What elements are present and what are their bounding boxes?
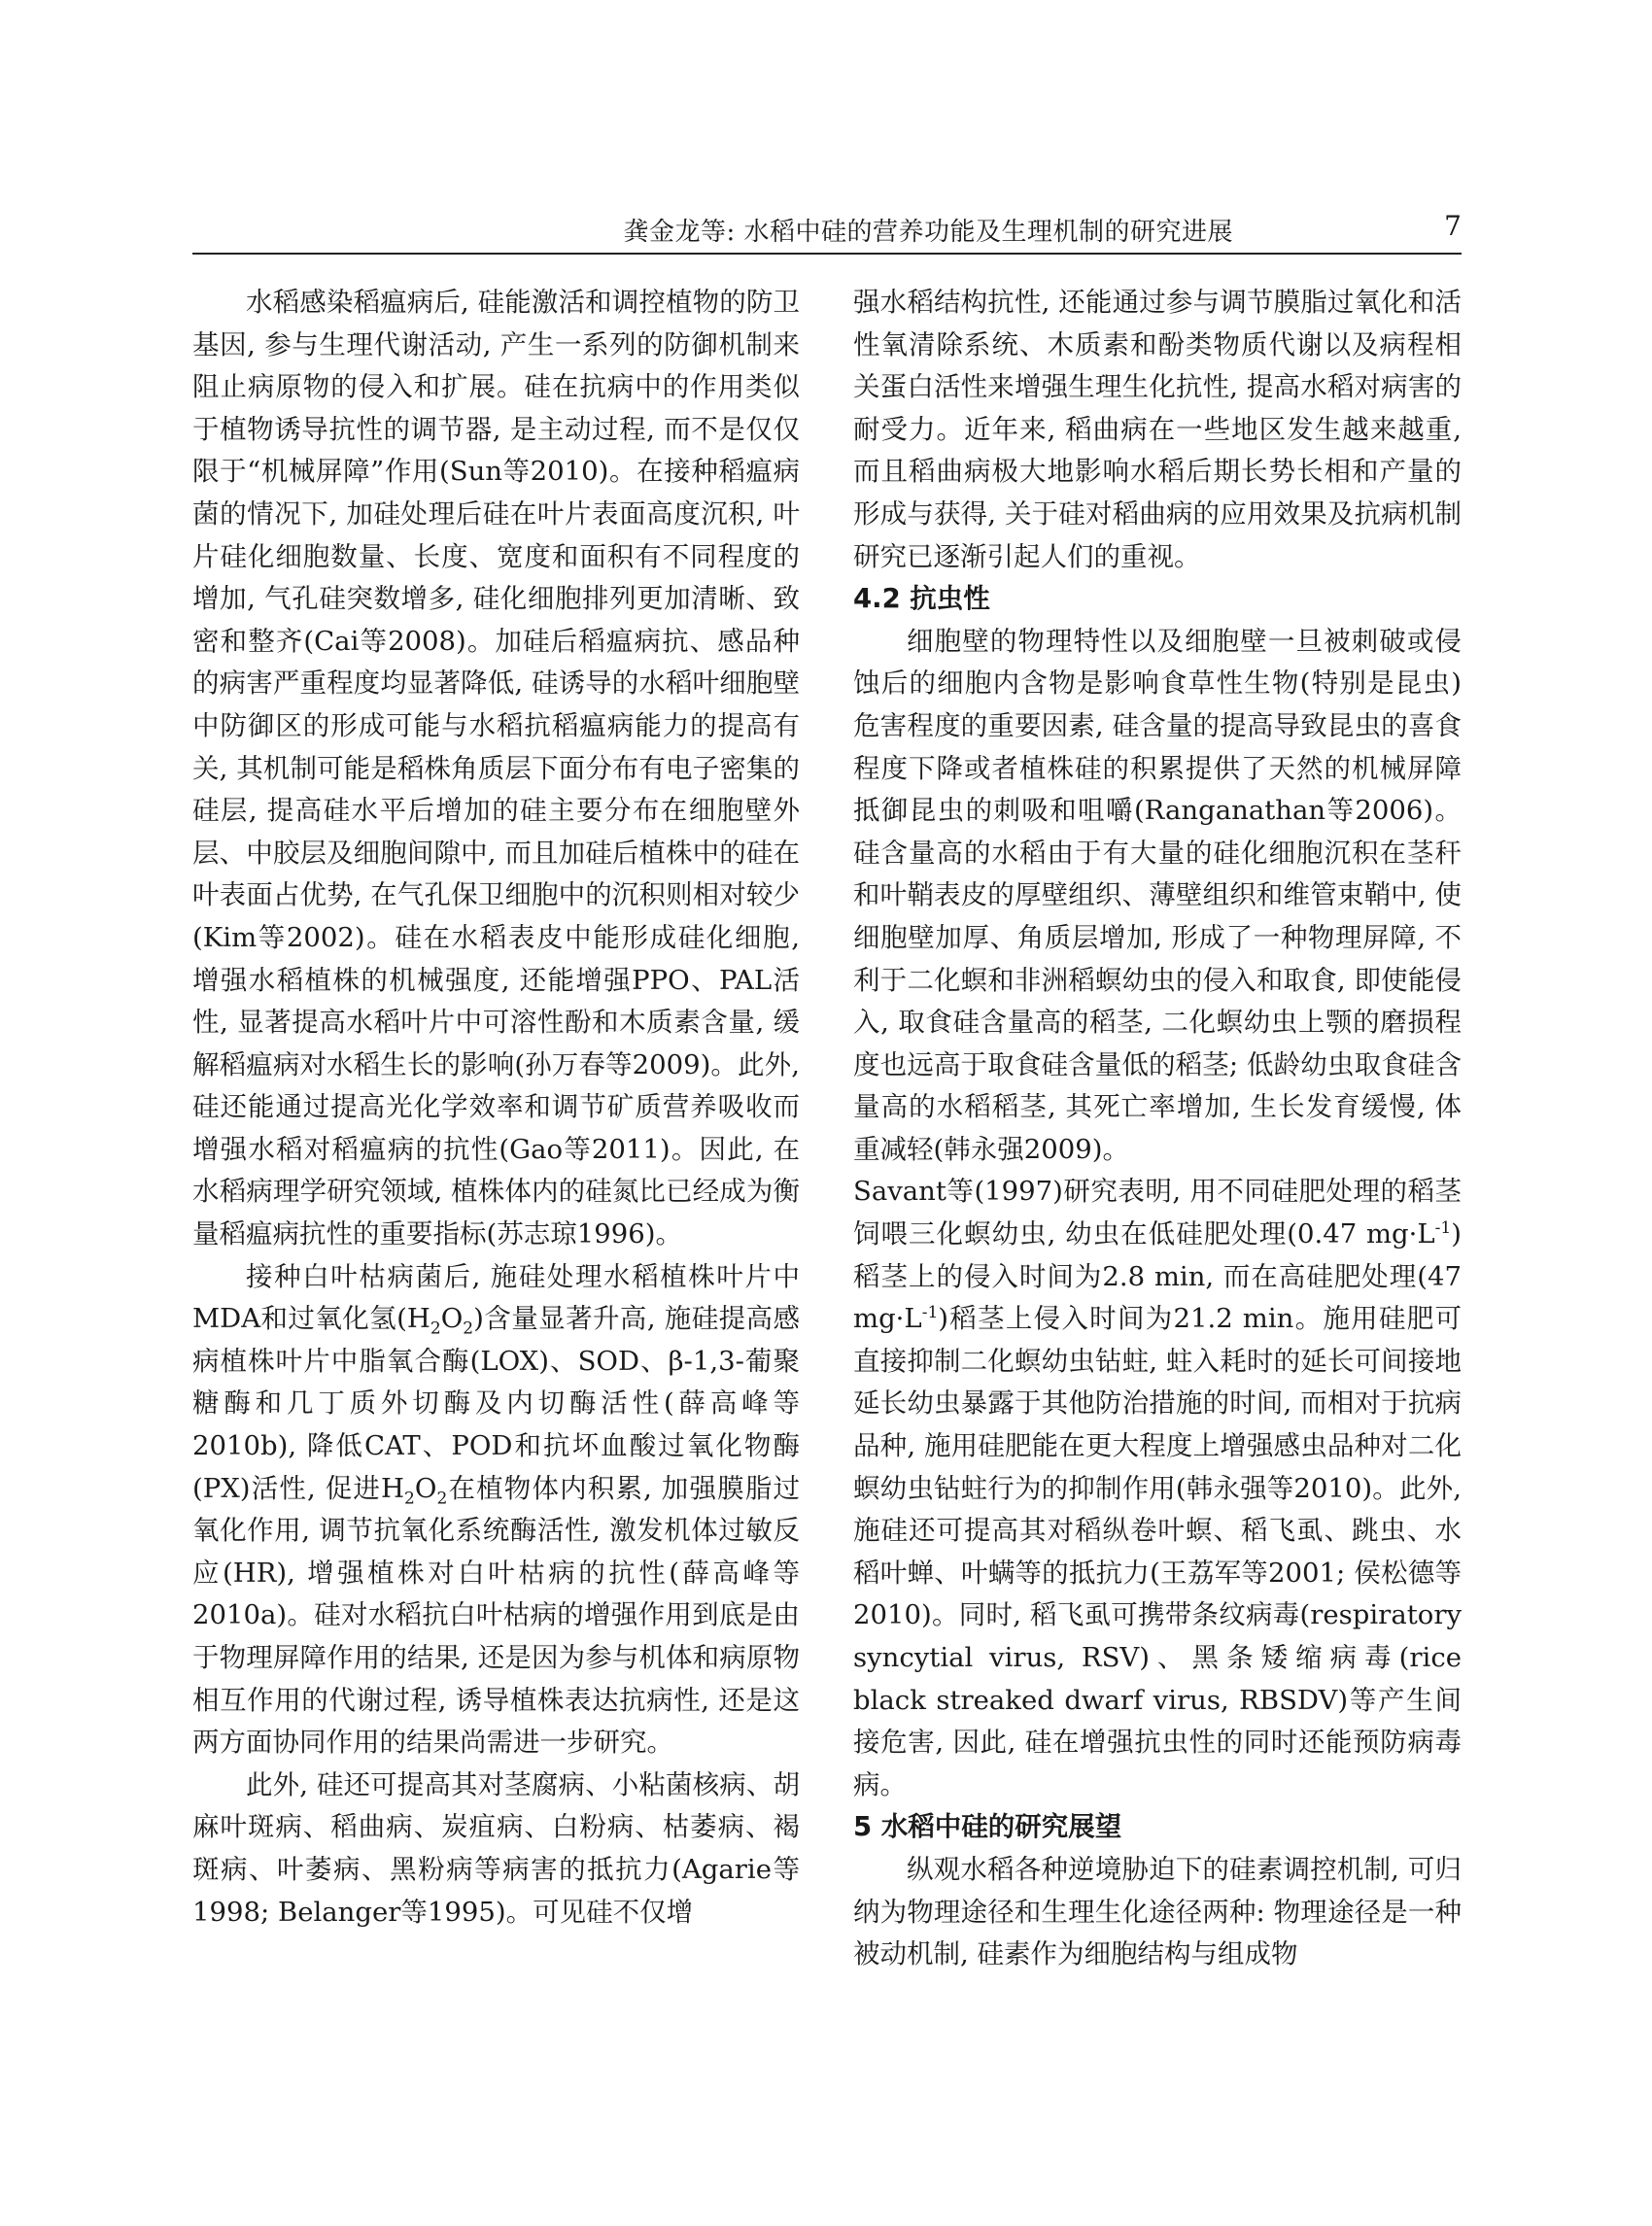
right-column xyxy=(853,282,1462,1976)
paragraph-rice-blast: 水稻感染稻瘟病后, 硅能激活和调控植物的防卫基因, 参与生理代谢活动, 产生一系列的防御机制来阻止病原物的侵入和扩展。硅在抗病中的作用类似于植物诱导抗性的调节器, 是主动过程, 而不是仅仅限于“机械屏障”作用(Sun等2010)。在接种稻瘟病菌的情况下, 加硅处理后硅在叶片表面高度沉积, 叶片硅化细胞数量、长度、宽度和面积有不同程度的增加, 气孔硅突数增多, 硅化细胞排列更加清晰、致密和整齐(Cai等2008)。加硅后稻瘟病抗、感品种的病害严重程度均显著降低, 硅诱导的水稻叶细胞壁中防御区的形成可能与水稻抗稻瘟病能力的提高有关, 其机制可能是稻株角质层下面分布有电子密集的硅层, 提高硅水平后增加的硅主要分布在细胞壁外层、中胶层及细胞间隙中, 而且加硅后植株中的硅在叶表面占优势, 在气孔保卫细胞中的沉积则相对较少(Kim等2002)。硅在水稻表皮中能形成硅化细胞, 增强水稻植株的机械强度, 还能增强PPO、PAL活性, 显著提高水稻叶片中可溶性酚和木质素含量, 缓解稻瘟病对水稻生长的影响(孙万春等2009)。此外, 硅还能通过提高光化学效率和调节矿质营养吸收而增强水稻对稻瘟病的抗性(Gao等2011)。因此, 在水稻病理学研究领域, 植株体内的硅氮比已经成为衡量稻瘟病抗性的重要指标(苏志琼1996)。 xyxy=(192,287,800,1250)
paragraph-outlook: 纵观水稻各种逆境胁迫下的硅素调控机制, 可归纳为物理途径和生理生化途径两种: 物理途径是一种被动机制, 硅素作为细胞结构与组成物 xyxy=(853,1853,1462,1970)
section-heading-5: 5 水稻中硅的研究展望 xyxy=(853,1811,1122,1843)
left-column xyxy=(192,282,800,1934)
paragraph-insect-resistance: 细胞壁的物理特性以及细胞壁一旦被刺破或侵蚀后的细胞内含物是影响食草性生物(特别是昆虫)危害程度的重要因素, 硅含量的提高导致昆虫的喜食程度下降或者植株硅的积累提供了天然的机械屏障抵御昆虫的刺吸和咀嚼(Ranganathan等2006)。硅含量高的水稻由于有大量的硅化细胞沉积在茎秆和叶鞘表皮的厚壁组织、薄壁组织和维管束鞘中, 使细胞壁加厚、角质层增加, 形成了一种物理屏障, 不利于二化螟和非洲稻螟幼虫的侵入和取食, 即使能侵入, 取食硅含量高的稻茎, 二化螟幼虫上颚的磨损程度也远高于取食硅含量低的稻茎; 低龄幼虫取食硅含量高的水稻稻茎, 其死亡率增加, 生长发育缓慢, 体重减轻(韩永强2009)。 xyxy=(853,625,1462,1165)
running-title: 龚金龙等: 水稻中硅的营养功能及生理机制的研究进展 xyxy=(623,218,1233,247)
section-heading-4-2: 4.2 抗虫性 xyxy=(853,583,990,615)
page-header xyxy=(192,202,1462,255)
paragraph-continuation: 强水稻结构抗性, 还能通过参与调节膜脂过氧化和活性氧清除系统、木质素和酚类物质代谢以及病程相关蛋白活性来增强生理生化抗性, 提高水稻对病害的耐受力。近年来, 稻曲病在一些地区发生越来越重, 而且稻曲病极大地影响水稻后期长势长相和产量的形成与获得, 关于硅对稻曲病的应用效果及抗病机制研究已逐渐引起人们的重视。 xyxy=(853,287,1462,572)
paragraph-savant: Savant等(1997)研究表明, 用不同硅肥处理的稻茎饲喂三化螟幼虫, 幼虫在低硅肥处理(0.47 $mg\cdot L^{-1}$)稻茎上的侵入时间为2.8 min, 而在高硅肥处理(47 $mg\cdot L^{-1}$)稻茎上侵入时间为21.2 min。施用硅肥可直接抑制二化螟幼虫钻蛀, 蛀入耗时的延长可间接地延长幼虫暴露于其他防治措施的时间, 而相对于抗病品种, 施用硅肥能在更大程度上增强感虫品种对二化螟幼虫钻蛀行为的抑制作用(韩永强等2010)。此外, 施硅还可提高其对稻纵卷叶螟、稻飞虱、跳虫、水稻叶蝉、叶螨等的抵抗力(王荔军等2001; 侯松德等2010)。同时, 稻飞虱可携带条纹病毒(respiratory syncytial virus, RSV)、黑条矮缩病毒(rice black streaked dwarf virus, RBSDV)等产生间接危害, 因此, 硅在增强抗虫性的同时还能预防病毒病。 xyxy=(853,1176,1462,1800)
page-number: 7 xyxy=(1444,210,1462,242)
paragraph-other-diseases: 此外, 硅还可提高其对茎腐病、小粘菌核病、胡麻叶斑病、稻曲病、炭疽病、白粉病、枯萎病、褐斑病、叶萎病、黑粉病等病害的抵抗力(Agarie等1998; Belanger等1995)。可见硅不仅增 xyxy=(192,1768,800,1928)
paragraph-bacterial-blight: 接种白叶枯病菌后, 施硅处理水稻植株叶片中MDA和过氧化氢$(H_2O_2)$含量显著升高, 施硅提高感病植株叶片中脂氧合酶(LOX)、SOD、β-1,3-葡聚糖酶和几丁质外切酶及内切酶活性(薛高峰等2010b), 降低CAT、POD和抗坏血酸过氧化物酶(PX)活性, 促进$H_2O_2$在植物体内积累, 加强膜脂过氧化作用, 调节抗氧化系统酶活性, 激发机体过敏反应(HR), 增强植株对白叶枯病的抗性(薛高峰等2010a)。硅对水稻抗白叶枯病的增强作用到底是由于物理屏障作用的结果, 还是因为参与机体和病原物相互作用的代谢过程, 诱导植株表达抗病性, 还是这两方面协同作用的结果尚需进一步研究。 xyxy=(192,1260,800,1759)
